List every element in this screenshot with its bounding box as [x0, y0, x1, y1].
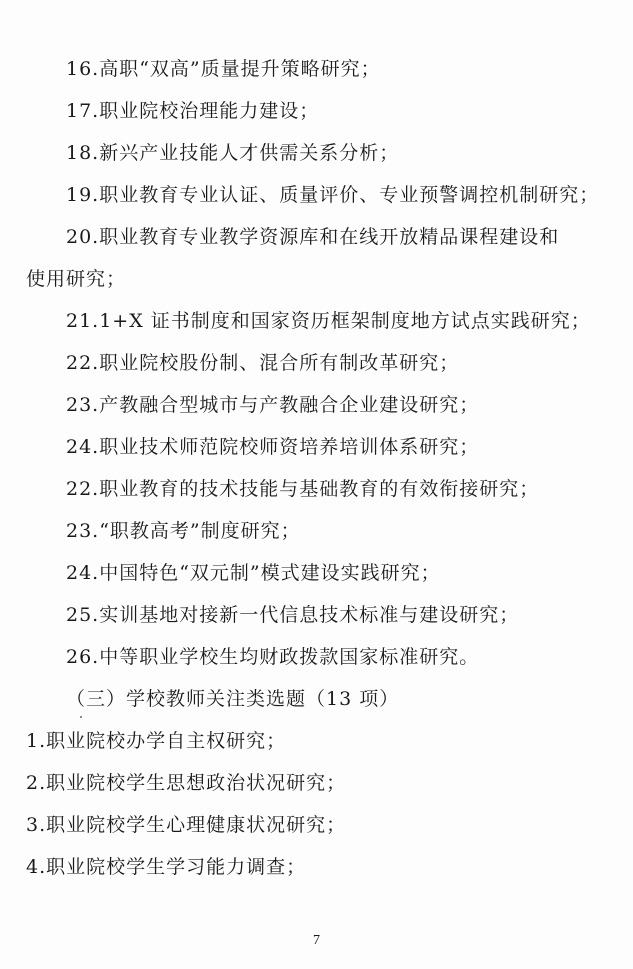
section-item-3 [26, 813, 346, 837]
scan-speck [80, 716, 82, 718]
item-text: 职业教育专业认证、质量评价、专业预警调控机制研究； [99, 184, 600, 206]
section-item-4 [26, 855, 306, 879]
item-text: 产教融合型城市与产教融合企业建设研究； [99, 394, 480, 416]
list-item-16 [66, 57, 381, 81]
item-number: 24. [66, 436, 100, 458]
item-text: 职业院校股份制、混合所有制改革研究； [99, 352, 460, 374]
list-item-19 [66, 183, 599, 207]
item-text: 1+X 证书制度和国家资历框架制度地方试点实践研究； [99, 310, 591, 332]
list-item-22 [66, 351, 459, 375]
item-text: 职业技术师范院校师资培养培训体系研究； [99, 436, 480, 458]
list-item-17 [66, 99, 319, 123]
section-heading: （三）学校教师关注类选题（13 项） [66, 688, 400, 710]
item-number: 2. [26, 772, 47, 794]
page-number: 7 [313, 933, 320, 948]
list-item-21 [66, 309, 591, 333]
item-number: 23. [66, 520, 100, 542]
list-item-26 [66, 645, 479, 669]
item-number: 24. [66, 562, 100, 584]
list-item-23 [66, 393, 479, 417]
item-number: 1. [26, 730, 47, 752]
list-item-25 [66, 603, 519, 627]
item-text: 实训基地对接新一代信息技术标准与建设研究； [99, 604, 520, 626]
item-text: 中等职业学校生均财政拨款国家标准研究。 [99, 646, 480, 668]
item-text: 职业院校学生思想政治状况研究； [46, 772, 347, 794]
list-item-24 [66, 435, 479, 459]
list-item-20-continuation: 使用研究； [26, 268, 127, 290]
section-item-1 [26, 729, 286, 753]
item-text: 职业院校学生学习能力调查； [46, 856, 307, 878]
item-text: 新兴产业技能人才供需关系分析； [99, 142, 400, 164]
item-number: 21. [66, 310, 100, 332]
item-text: “职教高考”制度研究； [99, 520, 301, 542]
item-number: 20. [66, 226, 100, 248]
item-number: 23. [66, 394, 100, 416]
list-item-20 [66, 225, 559, 249]
item-text: 中国特色“双元制”模式建设实践研究； [99, 562, 441, 584]
item-number: 17. [66, 100, 100, 122]
item-number: 3. [26, 814, 47, 836]
list-item-24b [66, 561, 441, 585]
item-number: 22. [66, 352, 100, 374]
section-item-2 [26, 771, 346, 795]
item-number: 16. [66, 58, 100, 80]
item-number: 22. [66, 478, 100, 500]
item-text: 职业教育专业教学资源库和在线开放精品课程建设和 [99, 226, 560, 248]
item-text: 职业院校治理能力建设； [99, 100, 320, 122]
item-number: 26. [66, 646, 100, 668]
item-number: 25. [66, 604, 100, 626]
item-number: 18. [66, 142, 100, 164]
item-text: 职业院校办学自主权研究； [46, 730, 287, 752]
item-text: 职业教育的技术技能与基础教育的有效衔接研究； [99, 478, 540, 500]
item-number: 19. [66, 184, 100, 206]
item-text: 职业院校学生心理健康状况研究； [46, 814, 347, 836]
item-text: 高职“双高”质量提升策略研究； [99, 58, 381, 80]
list-item-18 [66, 141, 399, 165]
item-number: 4. [26, 856, 47, 878]
list-item-22b [66, 477, 539, 501]
list-item-23b [66, 519, 301, 543]
